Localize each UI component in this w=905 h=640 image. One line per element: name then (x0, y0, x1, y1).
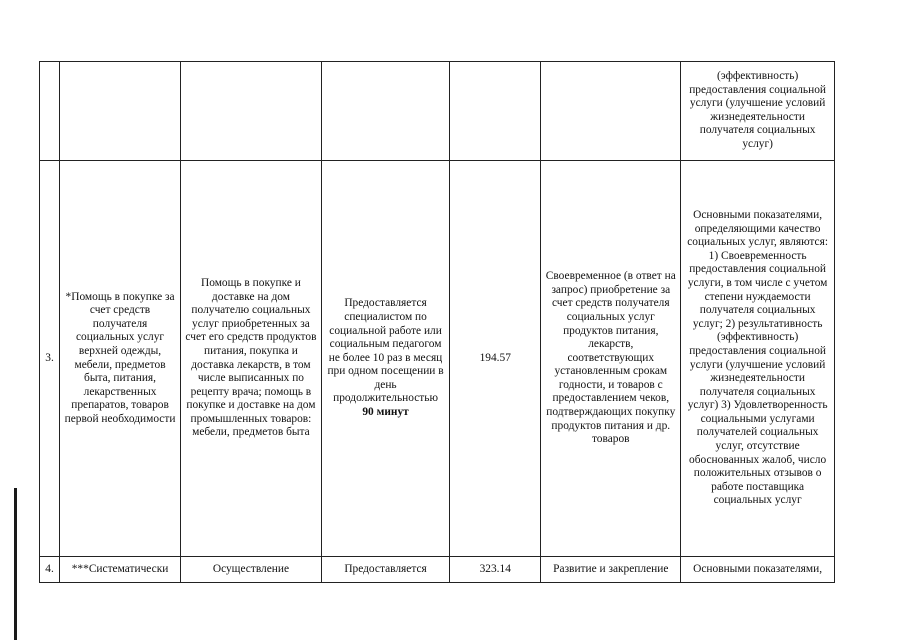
services-table (39, 61, 835, 583)
conditions-duration: 90 минут (362, 406, 409, 419)
service-conditions (321, 161, 449, 557)
service-price: 323.14 (450, 557, 541, 583)
service-description (180, 62, 321, 161)
row-number (40, 62, 60, 161)
service-name (60, 62, 181, 161)
quality-indicators: Основными показателями, (681, 557, 835, 583)
service-price: 194.57 (450, 161, 541, 557)
service-result (541, 62, 681, 161)
table-row (40, 62, 835, 161)
service-price (450, 62, 541, 161)
service-description: Помощь в покупке и доставке на дом получателю социальных услуг приобретенных за счет его средств продуктов питания, покупка и доставка лекарств, в том числе выписанных по рецепту врача; помощь в покупке и доставке на дом промышленных товаров: мебели, предметов быта (180, 161, 321, 557)
quality-indicators: (эффективность) предоставления социальной услуги (улучшение условий жизнедеятельности получателя социальных услуг) (681, 62, 835, 161)
table-row (40, 557, 835, 583)
service-conditions (321, 62, 449, 161)
service-result: Развитие и закрепление (541, 557, 681, 583)
table-row (40, 161, 835, 557)
service-description: Осуществление (180, 557, 321, 583)
row-number: 3. (40, 161, 60, 557)
row-number: 4. (40, 557, 60, 583)
service-name: *Помощь в покупке за счет средств получателя социальных услуг верхней одежды, мебели, предметов быта, питания, лекарственных препаратов, товаров первой необходимости (60, 161, 181, 557)
service-name: ***Систематически (60, 557, 181, 583)
service-conditions (321, 557, 449, 583)
conditions-text: Предоставляется (344, 562, 427, 575)
service-result: Своевременное (в ответ на запрос) приобретение за счет средств получателя социальных услуг продуктов питания, лекарств, соответствующих установленным срокам годности, и товаров с предоставлением чеков, подтверждающих покупку продуктов питания и др. товаров (541, 161, 681, 557)
quality-indicators: Основными показателями, определяющими качество социальных услуг, являются: 1) Своевременность предоставления социальной услуги, в том числе с учетом степени нуждаемости получателя социальных услуг; 2) результативность (эффективность) предоставления социальной услуги (улучшение условий жизнедеятельности получателя социальных услуг) 3) Удовлетворенность социальными услугами получателей социальных услуг, отсутствие обоснованных жалоб, число положительных отзывов о работе поставщика социальных услуг (681, 161, 835, 557)
scan-edge-mark (14, 488, 17, 640)
conditions-text: Предоставляется специалистом по социальной работе или социальным педагогом не более 10 раз в месяц при одном посещении в день продолжительностью (327, 297, 444, 405)
